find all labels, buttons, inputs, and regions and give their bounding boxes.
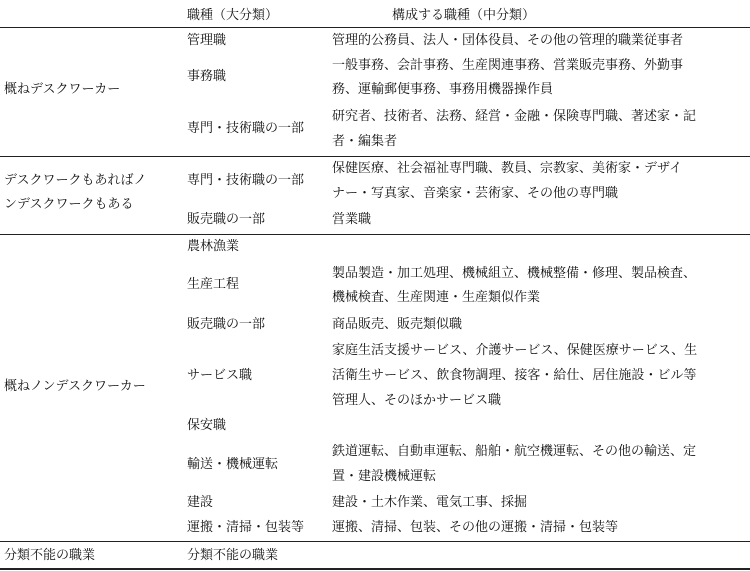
middle-category-line: 管理人、そのほかサービス職 — [332, 393, 502, 408]
major-category: 販売職の一部 — [187, 317, 266, 332]
group-divider — [0, 541, 750, 542]
middle-category-line: 管理的公務員、法人・団体役員、その他の管理的職業従事者 — [332, 33, 684, 48]
header-rule — [0, 27, 750, 28]
middle-category-line: 機械検査、生産関連・生産類似作業 — [332, 290, 541, 305]
middle-category-line: 家庭生活支援サービス、介護サービス、保健医療サービス、生 — [332, 343, 698, 358]
middle-category-line: 鉄道運転、自動車運転、船舶・航空機運転、その他の輸送、定 — [332, 444, 697, 459]
major-category: 生産工程 — [187, 277, 240, 292]
group-divider — [0, 156, 750, 157]
middle-category-line: 保健医療、社会福祉専門職、教員、宗教家、美術家・デザイ — [332, 161, 683, 176]
major-category: 保安職 — [187, 418, 227, 433]
group-label: 概ねノンデスクワーカー — [4, 379, 146, 394]
middle-category-line: 一般事務、会計事務、生産関連事務、営業販売事務、外勤事 — [332, 58, 684, 73]
middle-category-line: 建設・土木作業、電気工事、採掘 — [332, 495, 528, 510]
header-middle-category: 構成する職種（中分類） — [392, 8, 536, 23]
group-divider — [0, 234, 750, 235]
major-category: 建設 — [187, 495, 214, 510]
group-label: 概ねデスクワーカー — [4, 82, 121, 97]
major-category: 分類不能の職業 — [187, 548, 279, 563]
group-label-line: ンデスクワークもある — [4, 197, 134, 212]
middle-category-line: 営業職 — [332, 212, 372, 227]
bottom-rule — [0, 568, 750, 570]
middle-category-line: 者・編集者 — [332, 134, 398, 149]
major-category: 管理職 — [187, 33, 227, 48]
middle-category-line: 務、運輸郵便事務、事務用機器操作員 — [332, 82, 554, 97]
middle-category-line: 置・建設機械運転 — [332, 469, 437, 484]
middle-category-line: 運搬、清掃、包装、その他の運搬・清掃・包装等 — [332, 520, 619, 535]
major-category: 農林漁業 — [187, 239, 240, 254]
middle-category-line: ナー・写真家、音楽家・芸術家、その他の専門職 — [332, 186, 619, 201]
middle-category-line: 製品製造・加工処理、機械組立、機械整備・修理、製品検査、 — [332, 266, 697, 281]
group-label-line: デスクワークもあればノ — [4, 173, 147, 188]
major-category: 専門・技術職の一部 — [187, 121, 305, 136]
middle-category-line: 商品販売、販売類似職 — [332, 317, 463, 332]
major-category: 事務職 — [187, 69, 227, 84]
header-major-category: 職種（大分類） — [187, 8, 279, 23]
major-category: 販売職の一部 — [187, 212, 266, 227]
major-category: 運搬・清掃・包装等 — [187, 520, 305, 535]
major-category: 輸送・機械運転 — [187, 457, 279, 472]
group-label: 分類不能の職業 — [4, 548, 96, 563]
middle-category-line: 研究者、技術者、法務、経営・金融・保険専門職、著述家・記 — [332, 109, 697, 124]
middle-category-line: 活衛生サービス、飲食物調理、接客・給仕、居住施設・ビル等 — [332, 368, 697, 383]
major-category: 専門・技術職の一部 — [187, 173, 305, 188]
major-category: サービス職 — [187, 368, 253, 383]
